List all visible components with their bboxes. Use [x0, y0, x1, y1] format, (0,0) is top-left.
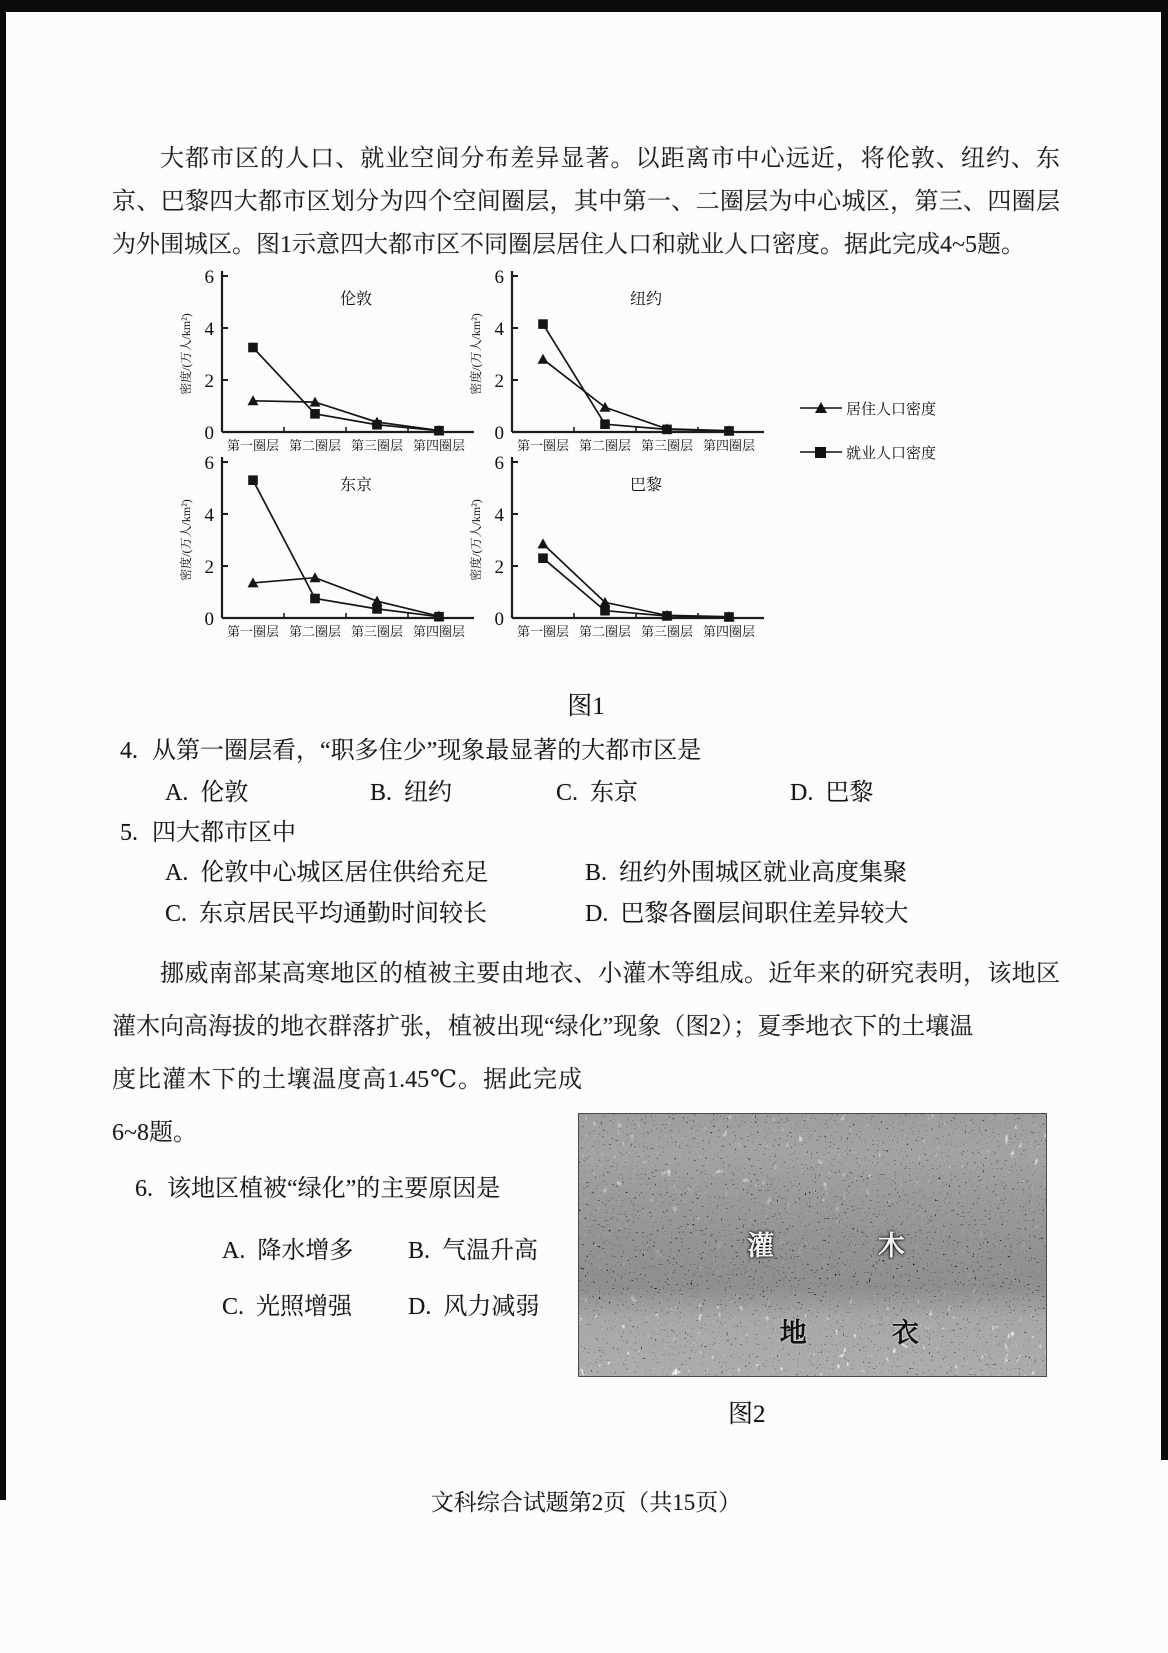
svg-text:第一圈层: 第一圈层	[226, 438, 280, 453]
chart-legend	[800, 398, 936, 486]
intro-paragraph-metropolitan: 大都市区的人口、就业空间分布差异显著。以距离市中心远近，将伦敦、纽约、东京、巴黎四大都市区划分为四个空间圈层，其中第一、二圈层为中心城区，第三、四圈层为外围城区。图1示意四大都市区不同圈层居住人口和就业人口密度。据此完成4~5题。	[112, 146, 1060, 258]
q5-option-b-text: 纽约外围城区就业高度集聚	[619, 860, 908, 886]
question-6-text: 该地区植被“绿化”的主要原因是	[167, 1176, 501, 1202]
svg-text:第三圈层: 第三圈层	[350, 438, 404, 453]
q4-option-a-label: A.	[165, 780, 189, 806]
q6-option-a	[222, 1230, 353, 1265]
q6-option-b	[408, 1230, 538, 1265]
q5-option-c-label: C.	[165, 901, 188, 927]
svg-text:0: 0	[204, 423, 214, 444]
svg-text:第二圈层: 第二圈层	[578, 438, 632, 453]
q4-option-d-text: 巴黎	[825, 780, 874, 806]
svg-text:密度/(万人/km²): 密度/(万人/km²)	[179, 313, 193, 395]
svg-text:0: 0	[494, 423, 504, 444]
scan-edge-right	[1161, 0, 1168, 1460]
q5-option-a-label: A.	[165, 860, 189, 886]
svg-text:6: 6	[204, 267, 214, 288]
q4-option-b	[370, 772, 452, 807]
q5-option-d	[585, 893, 908, 928]
svg-text:2: 2	[494, 371, 504, 392]
svg-text:伦敦: 伦敦	[339, 291, 373, 308]
question-4-stem	[120, 730, 701, 765]
svg-text:6: 6	[204, 453, 214, 474]
q5-option-b	[585, 852, 907, 887]
question-4-text: 从第一圈层看，“职多住少”现象最显著的大都市区是	[152, 738, 702, 764]
legend-item-employment	[800, 442, 936, 462]
svg-text:0: 0	[494, 609, 504, 630]
q6-option-d	[408, 1286, 539, 1321]
q6-option-a-text: 降水增多	[257, 1238, 354, 1264]
chart-tokyo	[178, 450, 478, 646]
question-6-stem	[135, 1168, 500, 1203]
q4-option-c-label: C.	[556, 780, 579, 806]
svg-text:2: 2	[494, 557, 504, 578]
svg-text:第三圈层: 第三圈层	[640, 624, 694, 639]
q6-option-b-label: B.	[408, 1238, 431, 1264]
q6-option-a-label: A.	[222, 1238, 246, 1264]
shrub-label-1: 灌	[747, 1231, 775, 1262]
question-5-stem	[120, 812, 296, 847]
chart-paris	[468, 450, 768, 646]
svg-text:第二圈层: 第二圈层	[578, 624, 632, 639]
q4-option-a-text: 伦敦	[200, 780, 249, 806]
q4-option-b-text: 纽约	[404, 780, 453, 806]
q6-option-d-label: D.	[408, 1294, 432, 1320]
chart-newyork	[468, 264, 768, 460]
square-marker-icon	[800, 445, 842, 459]
chart-london	[178, 264, 478, 460]
svg-text:4: 4	[204, 505, 214, 526]
q6-option-c-text: 光照增强	[256, 1294, 353, 1320]
intro-paragraph-norway-part1: 挪威南部某高寒地区的植被主要由地衣、小灌木等组成。近年来的研究表明，该地区灌木向高海拔的地衣群落扩张，植被出现“绿化”现象（图2）；夏季地衣下的土壤温	[112, 961, 1060, 1040]
q4-option-c-text: 东京	[590, 780, 639, 806]
svg-text:巴黎: 巴黎	[629, 477, 663, 494]
svg-text:第四圈层: 第四圈层	[412, 624, 466, 639]
svg-text:第四圈层: 第四圈层	[702, 438, 756, 453]
lichen-label-2: 衣	[891, 1317, 919, 1348]
scan-edge-left	[0, 0, 6, 1500]
q5-option-d-label: D.	[585, 901, 609, 927]
q6-option-b-text: 气温升高	[442, 1238, 539, 1264]
figure1-caption: 图1	[567, 693, 605, 720]
legend-label-employment: 就业人口密度	[846, 445, 937, 462]
question-4-number: 4.	[120, 738, 138, 764]
svg-text:第四圈层: 第四圈层	[412, 438, 466, 453]
q4-option-b-label: B.	[370, 780, 393, 806]
q5-option-a-text: 伦敦中心城区居住供给充足	[200, 860, 489, 886]
q4-option-d-label: D.	[790, 780, 814, 806]
q5-option-b-label: B.	[585, 860, 608, 886]
svg-text:第二圈层: 第二圈层	[288, 438, 342, 453]
q6-option-d-text: 风力减弱	[443, 1294, 540, 1320]
legend-label-residential: 居住人口密度	[846, 401, 937, 418]
svg-text:密度/(万人/km²): 密度/(万人/km²)	[179, 499, 193, 581]
intro-paragraph-norway-part2: 度比灌木下的土壤温度高1.45℃。据此完成6~8题。	[112, 1067, 582, 1146]
figure2-photo	[578, 1113, 1047, 1377]
q6-option-c-label: C.	[222, 1294, 245, 1320]
q4-option-c	[556, 772, 638, 807]
q4-option-d	[790, 772, 873, 807]
q6-option-c	[222, 1286, 352, 1321]
svg-text:第三圈层: 第三圈层	[350, 624, 404, 639]
q4-option-a	[165, 772, 248, 807]
svg-text:第三圈层: 第三圈层	[640, 438, 694, 453]
q5-option-c-text: 东京居民平均通勤时间较长	[199, 901, 488, 927]
lichen-label-1: 地	[779, 1317, 807, 1348]
shrub-label-2: 木	[877, 1231, 905, 1262]
scan-edge-top	[0, 0, 1168, 12]
q5-option-a	[165, 852, 488, 887]
svg-text:密度/(万人/km²): 密度/(万人/km²)	[469, 499, 483, 581]
q5-option-c	[165, 893, 487, 928]
figure2-caption: 图2	[728, 1401, 766, 1428]
svg-text:6: 6	[494, 267, 504, 288]
page-footer: 文科综合试题第2页（共15页）	[430, 1490, 742, 1515]
q5-option-d-text: 巴黎各圈层间职住差异较大	[620, 901, 909, 927]
svg-text:6: 6	[494, 453, 504, 474]
question-5-number: 5.	[120, 820, 138, 846]
landscape-texture	[579, 1114, 1046, 1376]
svg-text:第一圈层: 第一圈层	[516, 624, 570, 639]
svg-text:纽约: 纽约	[629, 291, 663, 308]
question-6-number: 6.	[135, 1176, 153, 1202]
svg-text:4: 4	[494, 505, 504, 526]
triangle-marker-icon	[800, 401, 842, 415]
svg-text:0: 0	[204, 609, 214, 630]
svg-text:东京: 东京	[339, 477, 373, 494]
svg-text:第二圈层: 第二圈层	[288, 624, 342, 639]
svg-text:密度/(万人/km²): 密度/(万人/km²)	[469, 313, 483, 395]
svg-text:2: 2	[204, 557, 214, 578]
legend-item-residential	[800, 398, 936, 418]
question-5-text: 四大都市区中	[152, 820, 296, 846]
svg-text:第四圈层: 第四圈层	[702, 624, 756, 639]
svg-text:4: 4	[204, 319, 214, 340]
svg-text:第一圈层: 第一圈层	[226, 624, 280, 639]
svg-text:4: 4	[494, 319, 504, 340]
svg-text:2: 2	[204, 371, 214, 392]
svg-text:第一圈层: 第一圈层	[516, 438, 570, 453]
